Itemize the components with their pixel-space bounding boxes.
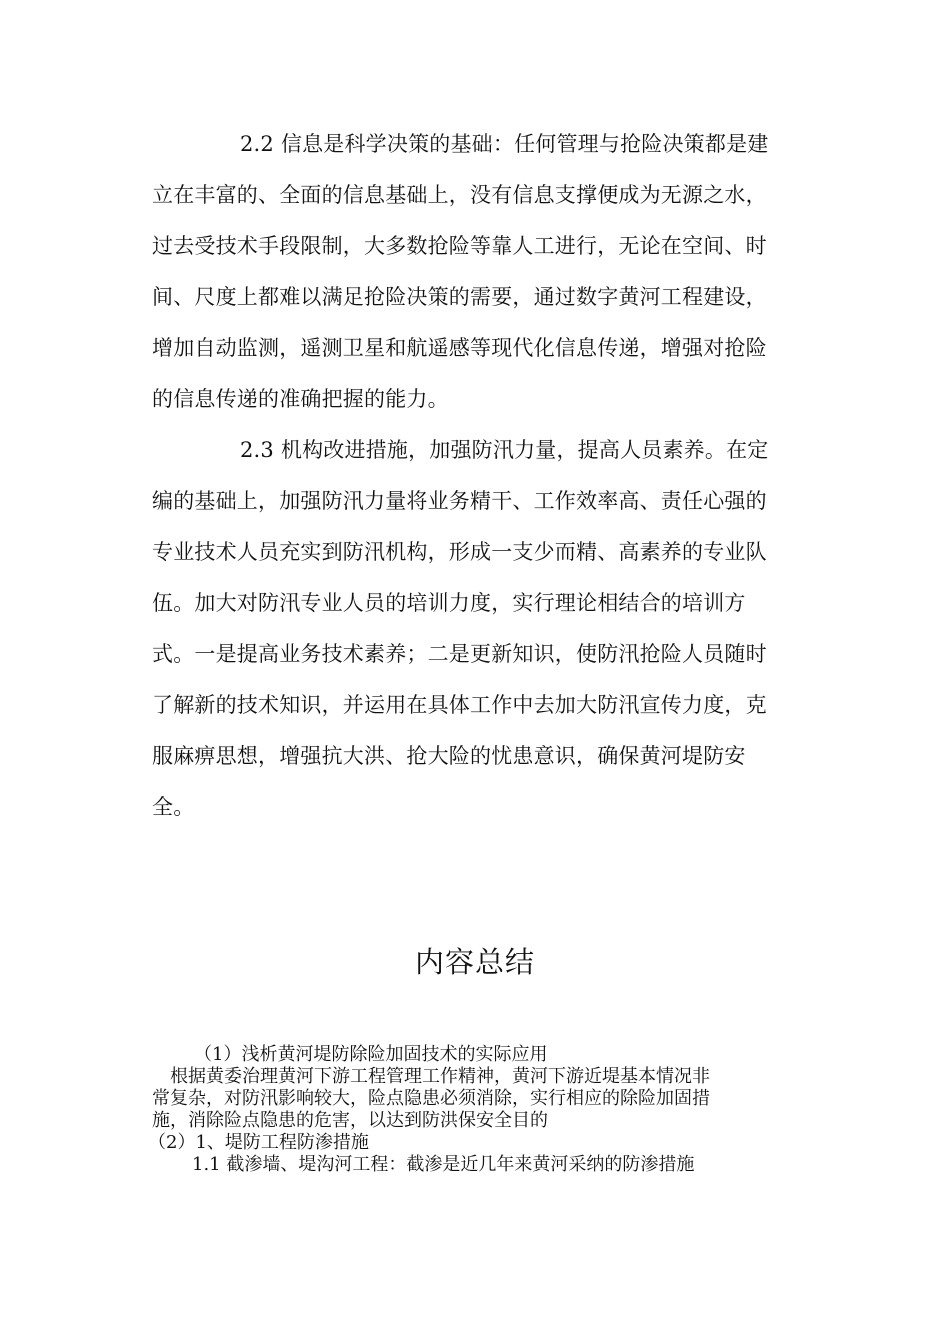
text-line: 间、尺度上都难以满足抢险决策的需要，通过数字黄河工程建设， — [152, 285, 767, 309]
text-line: 专业技术人员充实到防汛机构，形成一支少而精、高素养的专业队 — [152, 540, 767, 564]
text-line: 了解新的技术知识，并运用在具体工作中去加大防汛宣传力度，克 — [152, 693, 767, 717]
text-line: 2.2 信息是科学决策的基础：任何管理与抢险决策都是建 — [240, 132, 769, 156]
summary-line: 1.1 截渗墙、堤沟河工程：截渗是近几年来黄河采纳的防渗措施 — [192, 1154, 695, 1175]
summary-title: 内容总结 — [414, 945, 535, 979]
text-line: 2.3 机构改进措施，加强防汛力量，提高人员素养。在定 — [240, 438, 769, 462]
body-text — [152, 119, 802, 833]
text-line: 全。 — [152, 795, 195, 819]
paragraph-2-3 — [152, 425, 802, 833]
summary-line: 根据黄委治理黄河下游工程管理工作精神，黄河下游近堤基本情况非 — [170, 1066, 710, 1087]
summary-line: 常复杂，对防汛影响较大，险点隐患必须消除，实行相应的除险加固措 — [152, 1088, 710, 1109]
text-line: 式。一是提高业务技术素养；二是更新知识，使防汛抢险人员随时 — [152, 642, 767, 666]
text-line: 服麻痹思想，增强抗大洪、抢大险的忧患意识，确保黄河堤防安 — [152, 744, 746, 768]
text-line: 增加自动监测，遥测卫星和航遥感等现代化信息传递，增强对抢险 — [152, 336, 767, 360]
summary-line: 施，消除险点隐患的危害，以达到防洪保安全目的 — [152, 1110, 548, 1131]
summary-line: （1）浅析黄河堤防除险加固技术的实际应用 — [194, 1044, 548, 1065]
text-line: 编的基础上，加强防汛力量将业务精干、工作效率高、责任心强的 — [152, 489, 767, 513]
summary-block — [148, 1044, 812, 1176]
text-line: 的信息传递的准确把握的能力。 — [152, 387, 449, 411]
summary-line: （2）1、堤防工程防渗措施 — [148, 1132, 369, 1153]
text-line: 立在丰富的、全面的信息基础上，没有信息支撑便成为无源之水， — [152, 183, 767, 207]
paragraph-2-2 — [152, 119, 802, 425]
text-line: 伍。加大对防汛专业人员的培训力度，实行理论相结合的培训方 — [152, 591, 746, 615]
text-line: 过去受技术手段限制，大多数抢险等靠人工进行，无论在空间、时 — [152, 234, 767, 258]
